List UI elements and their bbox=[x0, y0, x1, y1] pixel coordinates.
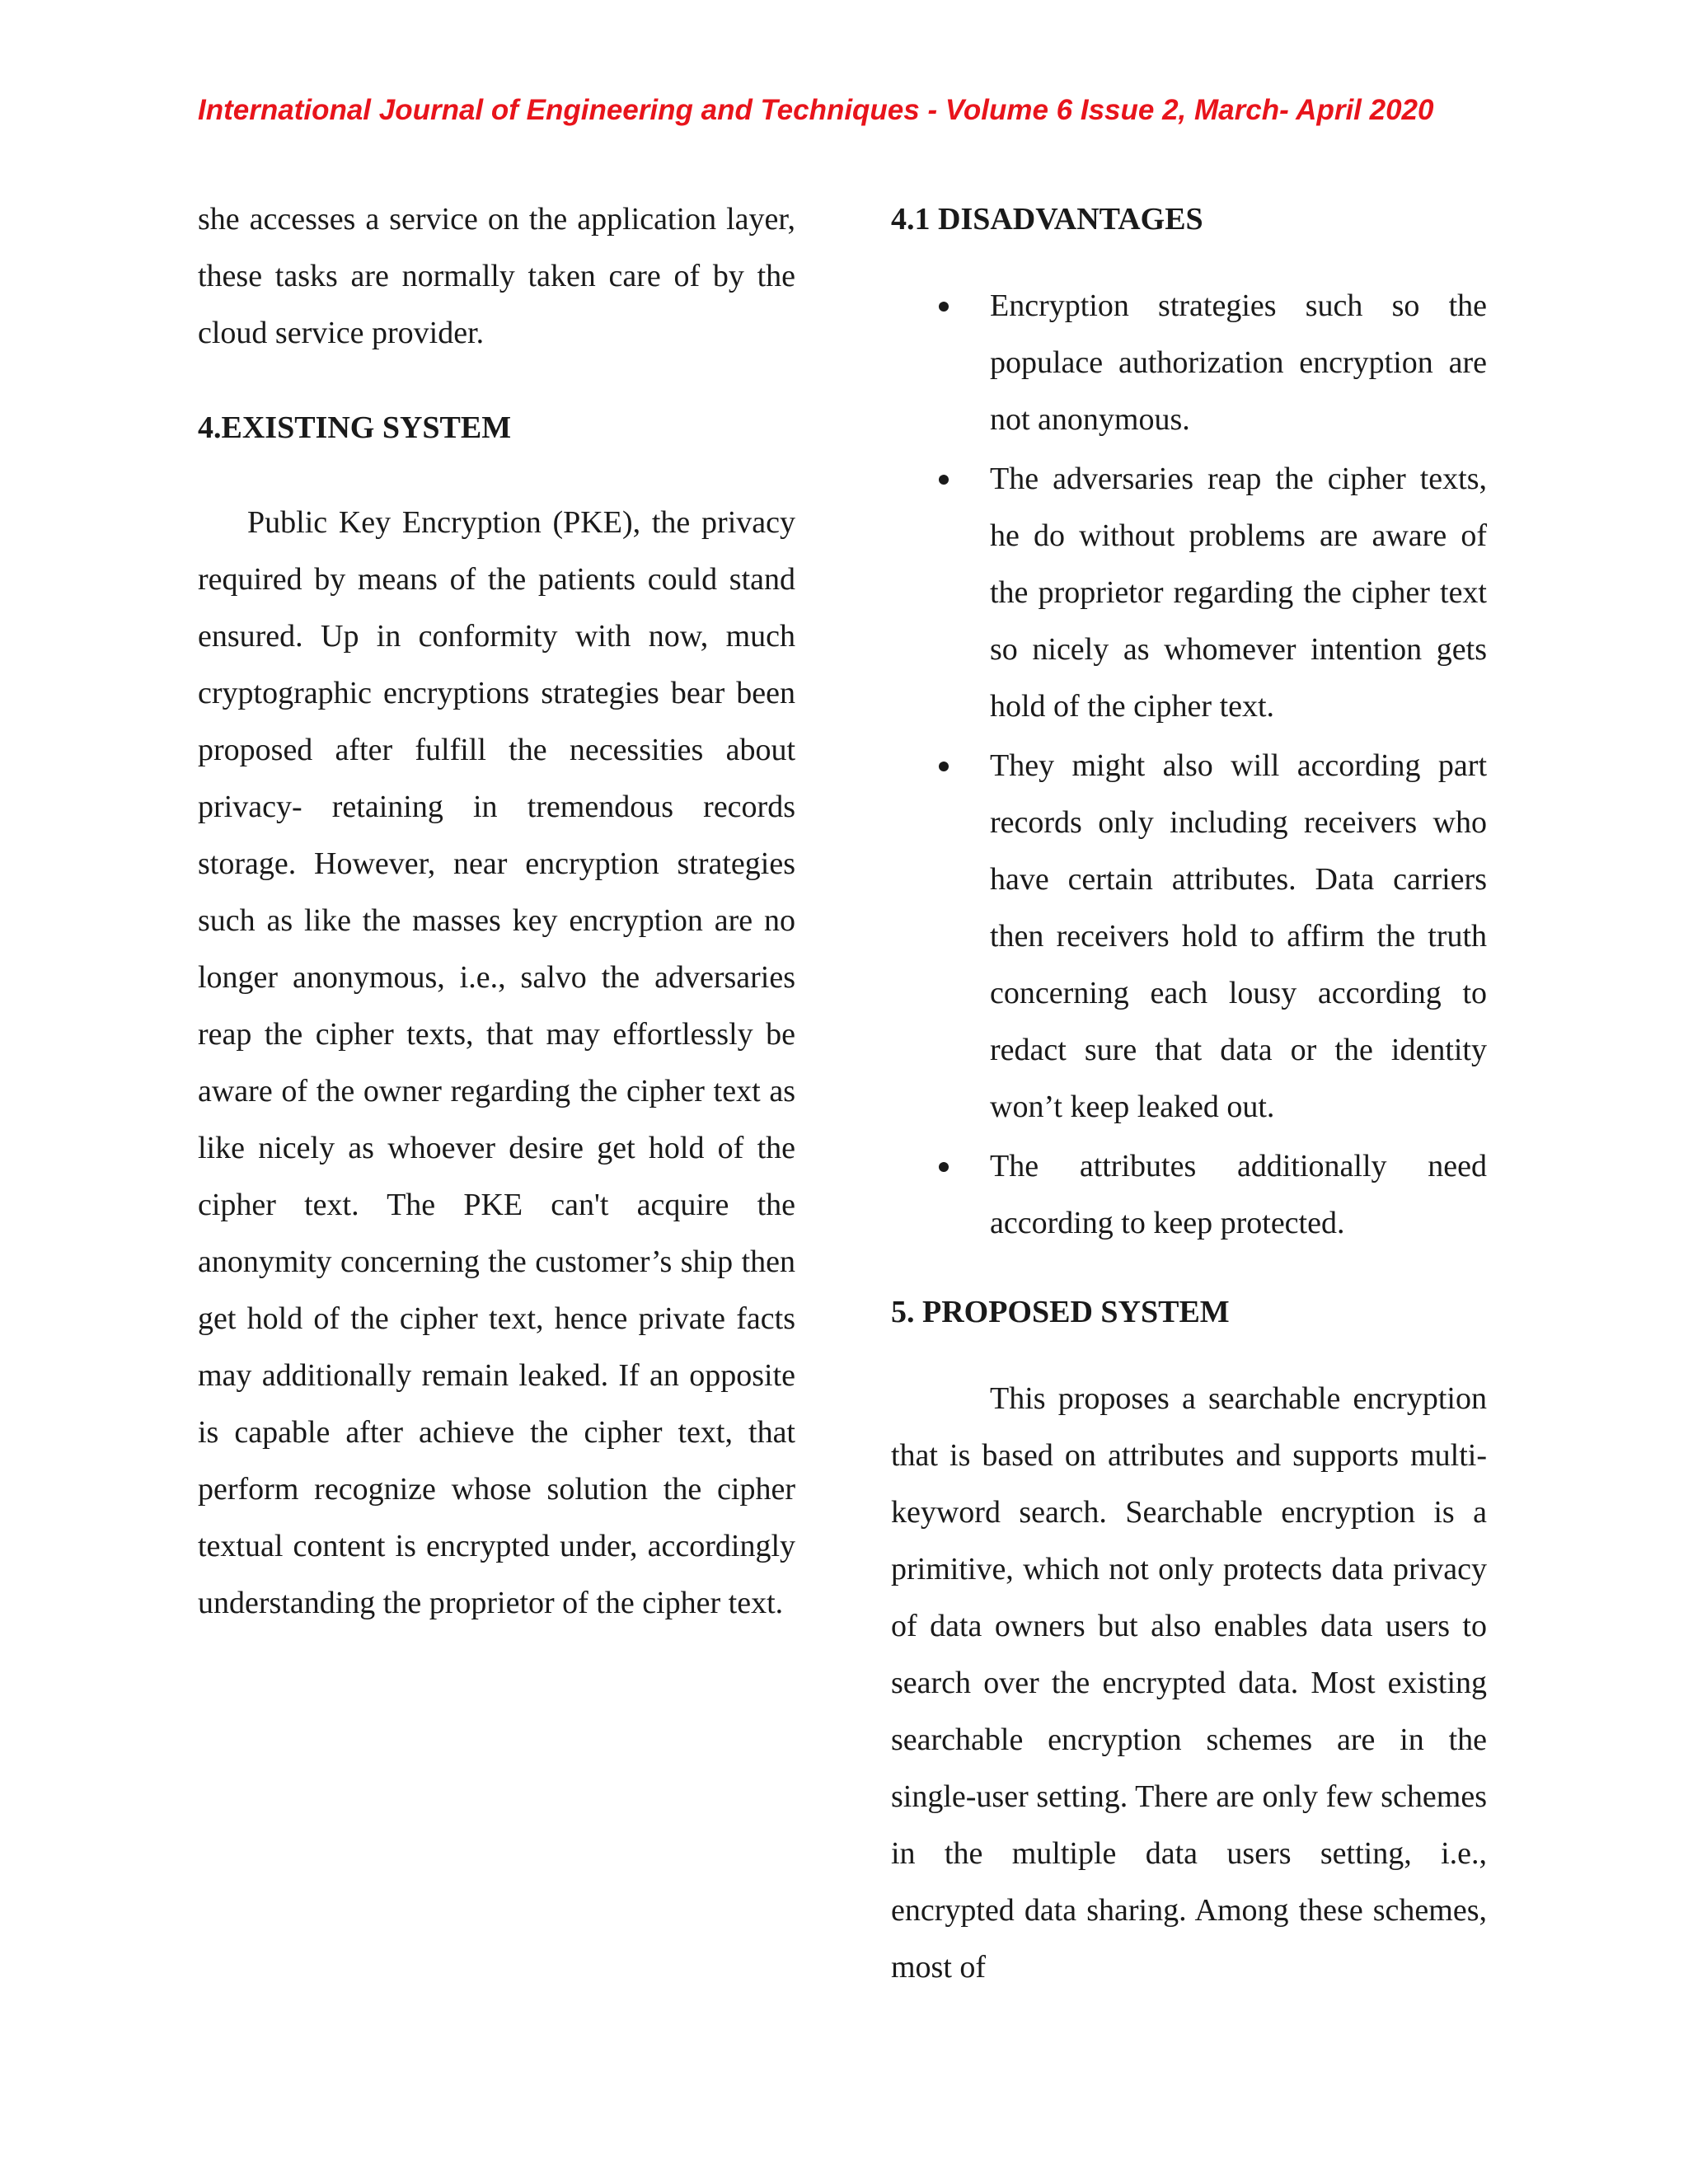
left-column bbox=[198, 191, 795, 1632]
bullet-icon bbox=[939, 762, 949, 771]
list-item bbox=[891, 738, 1487, 1136]
list-item bbox=[891, 451, 1487, 735]
list-item bbox=[891, 1138, 1487, 1252]
list-item-text: The adversaries reap the cipher texts, he do without problems are aware of the proprietor regarding the cipher text so nicely as whomever intention gets hold of the cipher text. bbox=[990, 462, 1487, 724]
bullet-icon bbox=[939, 475, 949, 485]
existing-system-paragraph: Public Key Encryption (PKE), the privacy required by means of the patients could stand ensured. Up in conformity with now, much cryptographic encryptions strategies bear been proposed after fulfill the necessities about privacy- retaining in tremendous records storage. However, near encryption strategies such as like the masses key encryption are no longer anonymous, i.e., salvo the adversaries reap the cipher texts, that may effortlessly be aware of the owner regarding the cipher text as like nicely as whoever desire get hold of the cipher text. The PKE can't acquire the anonymity concerning the customer’s ship then get hold of the cipher text, hence private facts may additionally remain leaked. If an opposite is capable after achieve the cipher text, that perform recognize whose solution the cipher textual content is encrypted under, accordingly understanding the proprietor of the cipher text. bbox=[198, 505, 795, 1620]
list-item bbox=[891, 278, 1487, 448]
bullet-icon bbox=[939, 302, 949, 312]
proposed-system-paragraph: This proposes a searchable encryption that is based on attributes and supports multi-keyword search. Searchable encryption is a primitive, which not only protects data privacy of data owners but also enables data users to search over the encrypted data. Most existing searchable encryption schemes are in the single-user setting. There are only few schemes in the multiple data users setting, i.e., encrypted data sharing. Among these schemes, most of bbox=[891, 1381, 1487, 1985]
list-item-text: They might also will according part records only including receivers who have certain attributes. Data carriers then receivers hold to affirm the truth concerning each lousy according to redact sure that data or the identity won’t keep leaked out. bbox=[990, 748, 1487, 1124]
disadvantages-list bbox=[891, 278, 1487, 1252]
proposed-system-heading: 5. PROPOSED SYSTEM bbox=[891, 1295, 1230, 1329]
disadvantages-heading: 4.1 DISADVANTAGES bbox=[891, 202, 1203, 237]
list-item-text: The attributes additionally need according to keep protected. bbox=[990, 1149, 1487, 1240]
existing-system-heading: 4.EXISTING SYSTEM bbox=[198, 410, 512, 445]
right-column bbox=[891, 191, 1487, 1996]
intro-paragraph: she accesses a service on the application layer, these tasks are normally taken care of by the cloud service provider. bbox=[198, 202, 795, 350]
list-item-text: Encryption strategies such so the populace authorization encryption are not anonymous. bbox=[990, 288, 1487, 437]
bullet-icon bbox=[939, 1162, 949, 1172]
journal-header: International Journal of Engineering and Techniques - Volume 6 Issue 2, March- April 2020 bbox=[198, 94, 1434, 126]
